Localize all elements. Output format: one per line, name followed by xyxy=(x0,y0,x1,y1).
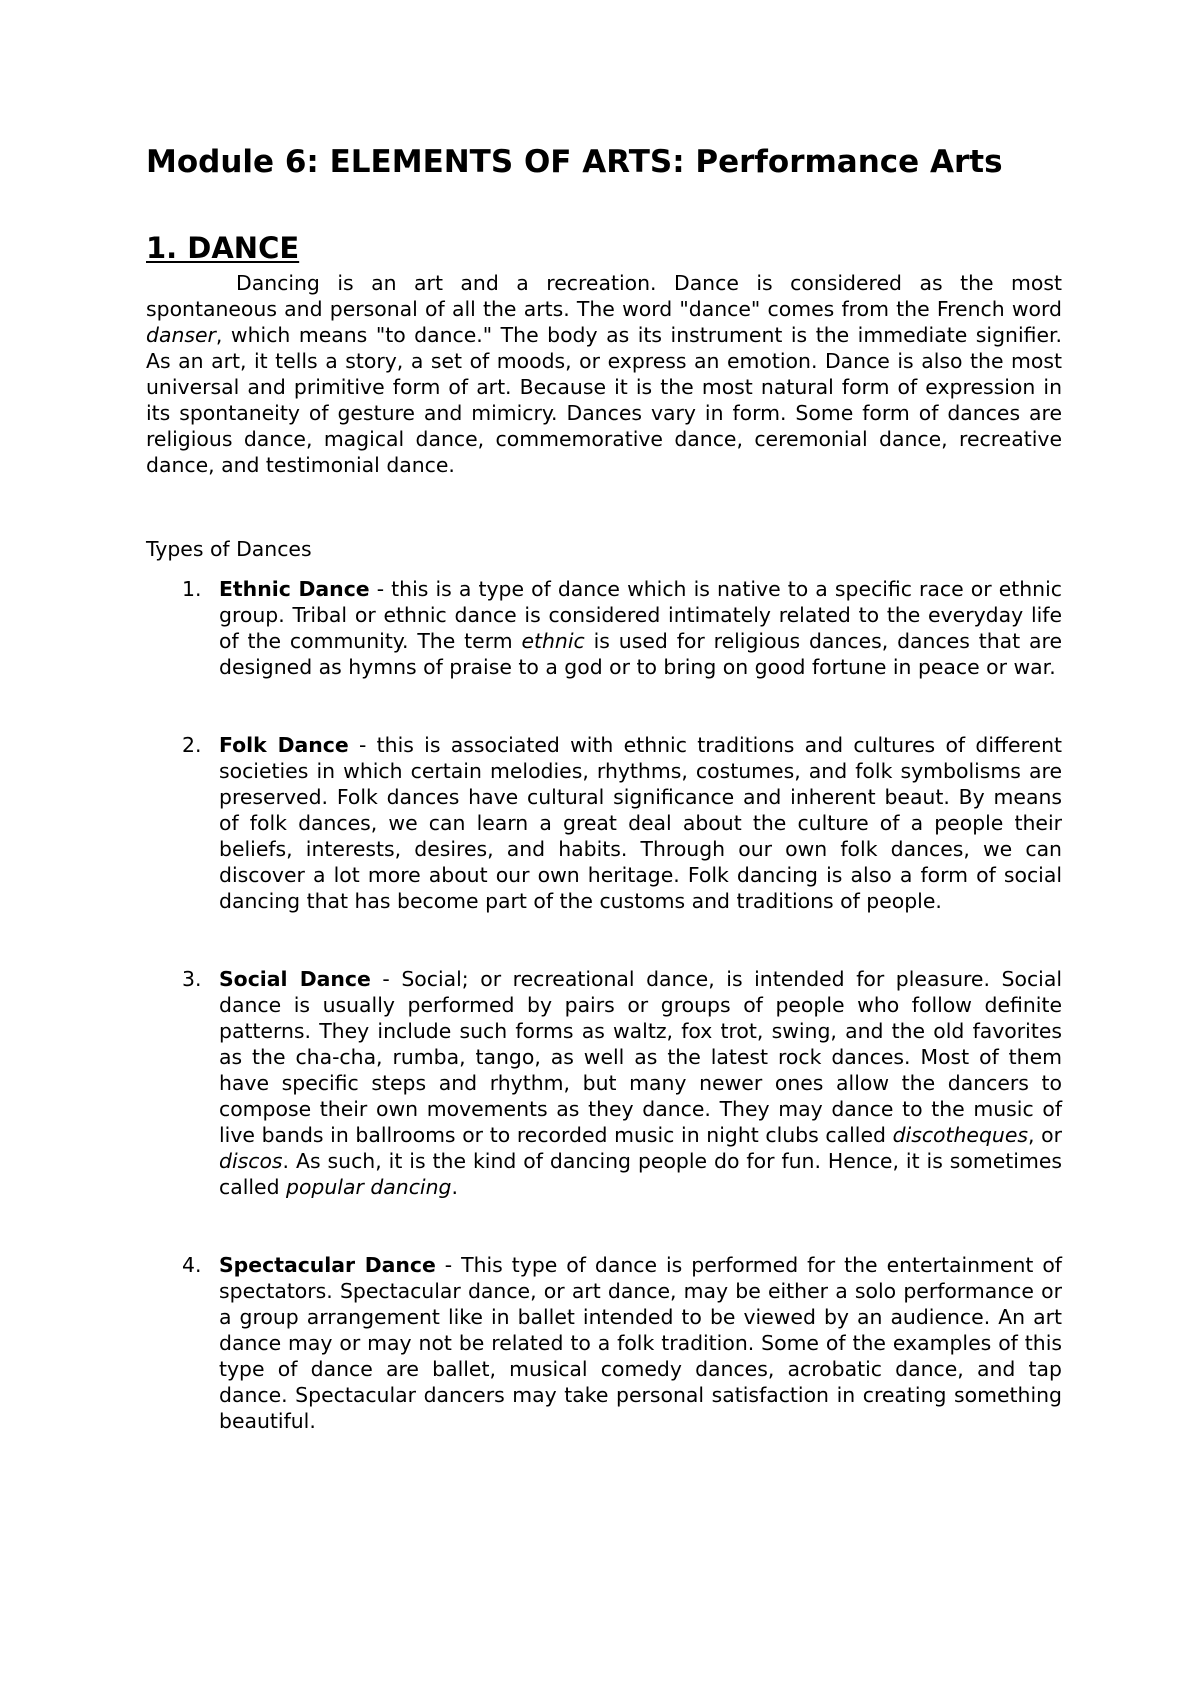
list-item-text: - this is associated with ethnic traditions and cultures of different societies in which certain melodies, rhythms, costumes, and folk symbolisms are preserved. Folk dances have cultural significance and inherent beaut. By means of folk dances, we can learn a great deal about the culture of a people their beliefs, interests, desires, and habits. Through our own folk dances, we can discover a lot more about our own heritage. Folk dancing is also a form of social dancing that has become part of the customs and traditions of people. xyxy=(219,733,1062,913)
list-item-emphasis: discos xyxy=(219,1149,283,1173)
list-item xyxy=(146,732,1062,914)
intro-text-2: , which means "to dance." The body as its instrument is the immediate signifier. As an art, it tells a story, a set of moods, or express an emotion. Dance is also the most universal and primitive form of art. Because it is the most natural form of expression in its spontaneity of gesture and mimicry. Dances vary in form. Some form of dances are religious dance, magical dance, commemorative dance, ceremonial dance, recreative dance, and testimonial dance. xyxy=(146,323,1062,477)
list-item-term: Ethnic Dance xyxy=(219,577,370,601)
list-item-number: 4. xyxy=(182,1253,202,1277)
list-item-term: Social Dance xyxy=(219,967,371,991)
document-page xyxy=(146,140,1062,1486)
list-item-number: 3. xyxy=(182,967,202,991)
list-item-term: Spectacular Dance xyxy=(219,1253,436,1277)
list-item-text: , or xyxy=(1028,1123,1063,1147)
list-item xyxy=(146,1252,1062,1434)
list-item-text: - Social; or recreational dance, is intended for pleasure. Social dance is usually performed by pairs or groups of people who follow definite patterns. They include such forms as waltz, fox trot, swing, and the old favorites as the cha-cha, rumba, tango, as well as the latest rock dances. Most of them have specific steps and rhythm, but many newer ones allow the dancers to compose their own movements as they dance. They may dance to the music of live bands in ballrooms or to recorded music in night clubs called xyxy=(219,967,1062,1147)
list-item-text: - this is a type of dance which is native to a specific race or ethnic group. Tribal or ethnic dance is considered intimately related to the everyday life of the community. The term xyxy=(219,577,1062,653)
list-item-text: is used for religious dances, dances that are designed as hymns of praise to a god or to bring on good fortune in peace or war. xyxy=(219,629,1062,679)
list-item xyxy=(146,966,1062,1200)
list-item-emphasis: ethnic xyxy=(521,629,585,653)
list-item-term: Folk Dance xyxy=(219,733,349,757)
list-item-emphasis: popular dancing xyxy=(286,1175,452,1199)
intro-text-1: Dancing is an art and a recreation. Dance is considered as the most spontaneous and personal of all the arts. The word "dance" comes from the French word xyxy=(146,271,1062,321)
dance-types-list xyxy=(146,576,1062,1434)
list-item xyxy=(146,576,1062,680)
dance-intro-paragraph xyxy=(146,270,1062,478)
list-item-emphasis: discotheques xyxy=(892,1123,1029,1147)
list-item-text: - This type of dance is performed for the entertainment of spectators. Spectacular dance, or art dance, may be either a solo performance or a group arrangement like in ballet intended to be viewed by an audience. An art dance may or may not be related to a folk tradition. Some of the examples of this type of dance are ballet, musical comedy dances, acrobatic dance, and tap dance. Spectacular dancers may take personal satisfaction in creating something beautiful. xyxy=(219,1253,1062,1433)
list-item-number: 2. xyxy=(182,733,202,757)
list-item-text: . As such, it is the kind of dancing people do for fun. Hence, it is sometimes called xyxy=(219,1149,1062,1199)
section-heading-dance: 1. DANCE xyxy=(146,231,300,265)
intro-emphasis-danser: danser xyxy=(146,323,216,347)
list-item-text: . xyxy=(451,1175,458,1199)
types-heading: Types of Dances xyxy=(146,537,312,561)
list-item-number: 1. xyxy=(182,577,202,601)
page-title: Module 6: ELEMENTS OF ARTS: Performance Arts xyxy=(146,144,1003,180)
